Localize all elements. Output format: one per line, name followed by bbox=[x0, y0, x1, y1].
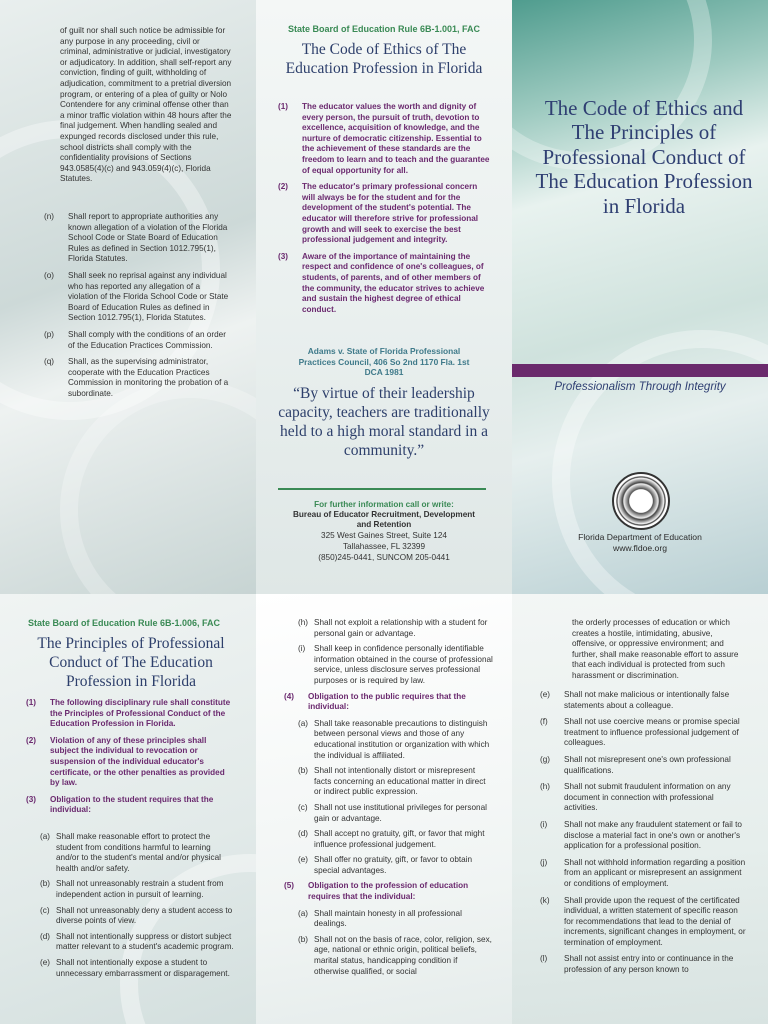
list-item-label: (n) bbox=[44, 212, 55, 221]
list-item-label: (h) bbox=[540, 782, 551, 792]
list-item-label: (d) bbox=[40, 931, 51, 941]
list-item-text: Aware of the importance of maintaining the respect and confidence of one's colleagues, of students, of parents, and of other members of the community, the educator strives to achieve and sustain the highest degree of ethical conduct. bbox=[302, 251, 485, 314]
list-item-label: (e) bbox=[540, 690, 551, 699]
panel1-intro: of guilt nor shall such notice be admissible for any purpose in any proceeding, civil or criminal, administrative or judicial, investigatory or adjudicatory. In addition, shall self-report any conviction, finding of guilt, withholding of adjudication, commitment to a pretrial diversion program, or entering of a plea of guilty or Nolo Contendere for any criminal offense other than a minor traffic violation within 48 hours after the final judgement. When handling sealed and expunged records disclosed under this rule, school districts shall comply with the confidentiality provisions of Sections 943.0585(4)(c) and 943.059(4)(c), Florida Statutes. bbox=[60, 26, 232, 184]
list-item-text: Obligation to the student requires that the individual: bbox=[50, 794, 214, 815]
list-item-label: (3) bbox=[278, 251, 289, 261]
list-item bbox=[540, 717, 748, 749]
list-item bbox=[44, 212, 232, 265]
list-item-label: (d) bbox=[298, 829, 309, 839]
panel-obligations bbox=[256, 594, 512, 1024]
list-item-text: The educator's primary professional concern will always be for the student and for the development of the student's potential. The educator will therefore strive for professional growth and will seek to exercise the best professional judgement and integrity. bbox=[302, 182, 479, 245]
list-item-text: Shall not submit fraudulent information on any document in connection with professional activities. bbox=[564, 782, 731, 813]
list-item-label: (j) bbox=[540, 857, 548, 867]
list-item-label: (e) bbox=[298, 855, 309, 865]
list-item-text: Shall not use coercive means or promise special treatment to influence professional judgement of colleagues. bbox=[564, 717, 740, 748]
contact-address-line1: 325 West Gaines Street, Suite 124 bbox=[321, 531, 447, 540]
list-item bbox=[26, 906, 236, 927]
divider bbox=[278, 488, 486, 490]
list-item bbox=[540, 954, 748, 975]
list-item bbox=[26, 698, 236, 730]
section-heading-text: Obligation to the public requires that the individual: bbox=[308, 691, 466, 712]
list-item-label: (b) bbox=[40, 879, 51, 889]
list-item-text: Shall keep in confidence personally identifiable information obtained in the course of professional service, unless disclosure serves professional purposes or is required by law. bbox=[314, 644, 493, 685]
list-item-text: Shall not make any fraudulent statement or fail to disclose a material fact in one's own or another's application for a professional position. bbox=[564, 819, 742, 851]
list-item-label: (o) bbox=[44, 270, 55, 280]
list-item-label: (3) bbox=[26, 794, 37, 804]
section-heading bbox=[284, 692, 494, 713]
list-item bbox=[26, 958, 236, 979]
rule-reference: State Board of Education Rule 6B-1.006, FAC bbox=[28, 618, 221, 628]
list-item-text: Shall not misrepresent one's own professional qualifications. bbox=[564, 754, 731, 775]
list-item bbox=[26, 879, 236, 900]
cover-title: The Code of Ethics and The Principles of Professional Conduct of The Education Profession in Florida bbox=[535, 96, 753, 218]
list-item-text: Shall maintain honesty in all professional dealings. bbox=[314, 908, 462, 929]
code-title: The Code of Ethics of The Education Profession in Florida bbox=[285, 41, 483, 77]
list-item-text: Shall not assist entry into or continuance in the profession of any person known to bbox=[564, 954, 734, 975]
list-item bbox=[44, 271, 232, 324]
section-heading bbox=[284, 881, 494, 902]
list-item-label: (a) bbox=[40, 832, 51, 841]
list-item bbox=[540, 820, 748, 852]
panel1-list bbox=[44, 212, 232, 406]
contact-org: Bureau of Educator Recruitment, Development and Retention bbox=[293, 510, 475, 530]
list-item-text: Shall not withhold information regarding a position from an applicant or misrepresent an assignment or conditions of employment. bbox=[564, 857, 746, 888]
list-item-text: Shall not intentionally distort or misrepresent facts concerning an educational matter in direct or indirect public expression. bbox=[314, 766, 486, 797]
list-item-label: (2) bbox=[26, 735, 37, 745]
court-citation: Adams v. State of Florida Professional Practices Council, 406 So 2nd 1170 Fla. 1st DCA 1981 bbox=[298, 346, 470, 377]
list-item-text: Shall not unreasonably deny a student access to diverse points of view. bbox=[56, 905, 233, 926]
panel-profession-obligations bbox=[512, 594, 768, 1024]
list-item-label: (b) bbox=[298, 766, 309, 776]
list-item bbox=[278, 252, 490, 316]
panel6-intro: the orderly processes of education or which creates a hostile, intimidating, abusive, offensive, or oppressive environment; and further, shall make reasonable effort to assure that each individual is protected from such harassment or discrimination. bbox=[572, 618, 739, 680]
list-item-text: Shall not intentionally expose a student to unnecessary embarrassment or disparagement. bbox=[56, 957, 230, 978]
list-item-label: (1) bbox=[26, 698, 37, 707]
list-item bbox=[44, 330, 232, 351]
list-item-label: (k) bbox=[540, 895, 550, 905]
list-item bbox=[26, 832, 236, 874]
panel-code-of-ethics bbox=[256, 0, 512, 594]
list-item bbox=[284, 766, 494, 798]
list-item bbox=[26, 736, 236, 789]
contact-phone: (850)245-0441, SUNCOM 205-0441 bbox=[318, 553, 450, 562]
section-heading-text: Obligation to the profession of education requires that the individual: bbox=[308, 881, 469, 902]
panel-principles bbox=[0, 594, 256, 1024]
list-item bbox=[284, 719, 494, 761]
list-item-label: (e) bbox=[40, 957, 51, 967]
list-item-label: (l) bbox=[540, 954, 548, 964]
list-item-text: Shall not use institutional privileges for personal gain or advantage. bbox=[314, 802, 487, 823]
list-item-text: Shall not make malicious or intentionally false statements about a colleague. bbox=[564, 690, 730, 710]
list-item bbox=[278, 102, 490, 176]
contact-address-line2: Tallahassee, FL 32399 bbox=[342, 542, 426, 551]
list-item bbox=[284, 855, 494, 876]
list-item bbox=[26, 932, 236, 953]
list-item-label: (i) bbox=[298, 644, 306, 654]
list-item-label: (h) bbox=[298, 618, 309, 627]
list-item bbox=[284, 644, 494, 686]
panel-code-continued bbox=[0, 0, 256, 594]
list-item-text: Violation of any of these principles shall subject the individual to revocation or suspension of the individual educator's certificate, or the other penalties as provided by law. bbox=[50, 735, 225, 788]
list-item-text: Shall make reasonable effort to protect the student from conditions harmful to learning and/or to the student's mental and/or physical health and/or safety. bbox=[56, 832, 221, 873]
cover-band bbox=[512, 364, 768, 377]
list-item bbox=[540, 858, 748, 890]
obligations-list bbox=[284, 618, 494, 982]
list-item-text: Shall accept no gratuity, gift, or favor that might influence professional judgement. bbox=[314, 829, 485, 849]
list-item-label: (a) bbox=[298, 908, 309, 918]
list-item bbox=[284, 618, 494, 639]
list-item-label: (a) bbox=[298, 718, 309, 728]
principles-list bbox=[26, 698, 236, 822]
principles-title: The Principles of Professional Conduct of The Education Profession in Florida bbox=[37, 635, 225, 690]
list-item-text: Shall take reasonable precautions to distinguish between personal views and those of any educational institution or organization with which the individual is affiliated. bbox=[314, 718, 490, 760]
list-item-text: Shall not intentionally suppress or distort subject matter relevant to a student's academic program. bbox=[56, 931, 234, 952]
list-item bbox=[540, 896, 748, 949]
list-item-label: (i) bbox=[540, 819, 548, 829]
ethics-list bbox=[278, 102, 490, 321]
leadership-quote: “By virtue of their leadership capacity, teachers are traditionally held to a high moral standard in a community.” bbox=[278, 385, 490, 459]
list-item-text: Shall seek no reprisal against any individual who has reported any allegation of a violation of the Florida School Code or State Board of Education Rules as defined in Section 1012.795(1), Florida Statutes. bbox=[68, 270, 229, 323]
list-item-text: Shall offer no gratuity, gift, or favor to obtain special advantages. bbox=[314, 855, 473, 875]
list-item bbox=[44, 357, 232, 399]
list-item bbox=[284, 803, 494, 824]
rule-reference: State Board of Education Rule 6B-1.001, FAC bbox=[287, 24, 481, 34]
list-item-text: Shall comply with the conditions of an order of the Education Practices Commission. bbox=[68, 329, 226, 350]
list-item-label: (g) bbox=[540, 754, 551, 764]
list-item-text: Shall report to appropriate authorities any known allegation of a violation of the Florida School Code or State Board of Education Rules as defined in Section 1012.795(1), Florida Statutes. bbox=[68, 212, 228, 264]
list-item-label: (p) bbox=[44, 329, 55, 339]
contact-heading: For further information call or write: bbox=[314, 500, 454, 509]
list-item bbox=[540, 755, 748, 776]
student-obligations-list bbox=[26, 832, 236, 984]
list-item bbox=[284, 935, 494, 977]
list-item bbox=[26, 795, 236, 816]
list-item-text: The following disciplinary rule shall constitute the Principles of Professional Conduct of the Education Profession in Florida. bbox=[50, 698, 231, 729]
list-item bbox=[540, 782, 748, 814]
list-item-text: Shall provide upon the request of the certificated individual, a written statement of specific reason for recommendations that lead to the denial of increments, significant changes in employment, or termination of employment. bbox=[564, 895, 746, 947]
list-item-text: Shall not exploit a relationship with a student for personal gain or advantage. bbox=[314, 618, 488, 638]
panel6-list bbox=[540, 690, 748, 982]
list-item-label: (1) bbox=[278, 102, 289, 111]
florida-seal-icon bbox=[612, 472, 670, 530]
list-item-label: (b) bbox=[298, 934, 309, 944]
cover-org: Florida Department of Education bbox=[578, 532, 702, 542]
panel-cover bbox=[512, 0, 768, 594]
cover-tagline: Professionalism Through Integrity bbox=[554, 381, 726, 393]
list-item bbox=[278, 182, 490, 246]
list-item-label: (c) bbox=[298, 802, 308, 812]
cover-url: www.fldoe.org bbox=[613, 543, 667, 553]
list-item bbox=[284, 829, 494, 850]
list-item-label: (c) bbox=[40, 905, 50, 915]
section-heading-label: (4) bbox=[284, 691, 295, 701]
list-item-text: Shall not on the basis of race, color, religion, sex, age, national or ethnic origin, political beliefs, marital status, handicapping condition if otherwise qualified, or social bbox=[314, 934, 492, 976]
list-item-label: (f) bbox=[540, 717, 548, 727]
list-item bbox=[284, 909, 494, 930]
list-item bbox=[540, 690, 748, 711]
list-item-label: (2) bbox=[278, 182, 289, 192]
section-heading-label: (5) bbox=[284, 881, 295, 891]
list-item-text: Shall not unreasonably restrain a student from independent action in pursuit of learning. bbox=[56, 879, 224, 899]
list-item-text: The educator values the worth and dignity of every person, the pursuit of truth, devotion to excellence, acquisition of knowledge, and the nurture of democratic citizenship. Essential to the achievement of these standards are the freedom to learn and to teach and the guarantee of equal opportunity for all. bbox=[302, 102, 490, 175]
list-item-label: (q) bbox=[44, 357, 55, 367]
list-item-text: Shall, as the supervising administrator, cooperate with the Education Practices Commission in monitoring the probation of a subordinate. bbox=[68, 357, 229, 398]
